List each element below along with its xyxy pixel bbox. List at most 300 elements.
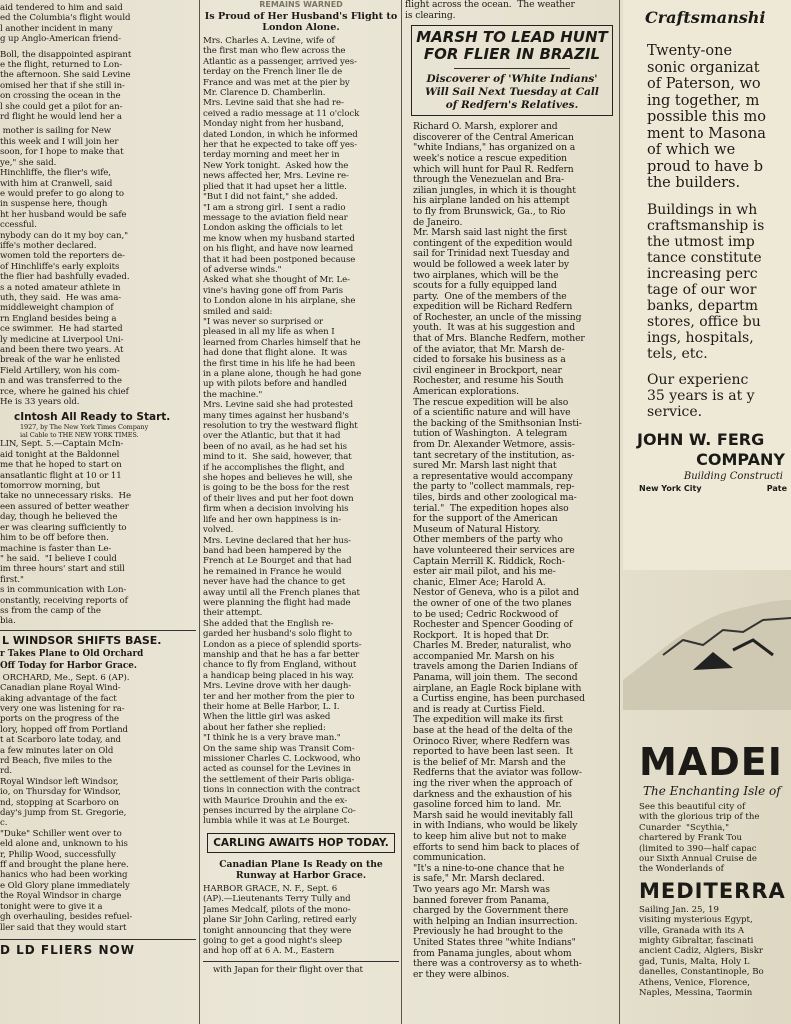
ad1-lines (623, 43, 791, 192)
ad-line: service. (647, 403, 703, 420)
text-line: in suspense here, though (0, 199, 108, 210)
text-line: machine is faster than Le- (0, 543, 112, 554)
text-line: manship and that he has a far better (203, 649, 360, 660)
text-line: "It's a nine-to-one chance that he (413, 862, 565, 874)
text-line: Canadian plane Royal Wind- (0, 683, 121, 694)
carling-sub-1: Canadian Plane Is Ready on the (219, 858, 383, 870)
text-line: hanics who had been working (0, 870, 128, 881)
c2-head-2: London Alone. (262, 22, 340, 33)
text-line: about her father she replied: (203, 722, 326, 733)
ad-line: gad, Tunis, Malta, Holy L (639, 956, 750, 967)
text-line: Asked what she thought of Mr. Le- (203, 275, 350, 286)
text-line: week's notice a rescue expedition (413, 152, 567, 164)
text-line: Mrs. Charles A. Levine, wife of (203, 36, 335, 46)
ad-line: Cunarder "Scythia," (639, 822, 730, 833)
text-line: Mrs. Levine said that she had re- (203, 98, 344, 109)
text-line: lumbia while it was at Le Bourget. (203, 816, 350, 827)
text-line: "I was never so surprised or (203, 316, 324, 327)
text-line: plane Sir John Carling, retired early (203, 915, 357, 926)
text-line: the settlement of their Paris obliga- (203, 774, 355, 785)
text-line: communication. (413, 852, 487, 864)
c2-head-1: Is Proud of Her Husband's Flight to (204, 11, 398, 22)
text-line: Redferns that the aviator was follow- (413, 767, 582, 779)
text-line: very one was listening for ra- (0, 703, 125, 714)
text-line: "Duke" Schiller went over to (0, 828, 122, 839)
text-line: through the Venezuelan and Bra- (413, 174, 564, 186)
text-line: tant secretary of the institution, as- (413, 449, 575, 461)
ad-line: sonic organizat (647, 59, 760, 76)
text-line: garded her husband's solo flight to (203, 629, 352, 640)
cable-line: ial Cable to THE NEW YORK TIMES. (20, 431, 139, 440)
text-line: London asking the officials to let (203, 223, 343, 234)
text-line: ht her husband would be safe (0, 209, 127, 220)
text-line: band had been hampered by the (203, 545, 342, 556)
text-line: airplane, an Eagle Rock biplane with (413, 682, 582, 694)
text-line: French at Le Bourget and that had (203, 556, 352, 567)
text-line: two airplanes, which will be the (413, 269, 559, 281)
text-line: rd. (0, 766, 13, 777)
ad-line: increasing perc (647, 265, 758, 282)
text-line: the afternoon. She said Levine (0, 70, 131, 81)
text-line: ccessful. (0, 220, 37, 231)
text-line: women told the reporters de- (0, 251, 125, 262)
text-line: dated London, in which he informed (203, 129, 358, 140)
marsh-head-2: FOR FLIER IN BRAZIL (423, 45, 601, 64)
text-line: middleweight champion of (0, 303, 114, 314)
text-line: Orinoco River, where Redfern was (413, 735, 570, 747)
ad-line: chartered by Frank Tou (639, 833, 743, 844)
text-line: io, on Thursday for Windsor, (0, 787, 121, 798)
text-line: James Medcalf, pilots of the mono- (203, 904, 351, 915)
text-line: darkness and the exhaustion of his (413, 788, 572, 800)
text-line: e the flight, returned to Lon- (0, 60, 123, 71)
text-line: the owner of one of the two planes (413, 597, 572, 609)
marsh-head-1: MARSH TO LEAD HUNT (416, 28, 608, 47)
text-line: the backing of the Smithsonian Insti- (413, 417, 582, 429)
text-line: of Rochester, an uncle of the missing (413, 311, 582, 323)
text-line: rn England besides being a (0, 313, 117, 324)
c3-top-1: flight across the ocean. The weather (405, 0, 575, 10)
text-line: over the Atlantic, but that it had (203, 431, 341, 442)
text-line: sail for Trinidad next Tuesday and (413, 248, 570, 260)
text-line: from Panama jungles, about whom (413, 947, 572, 959)
ad-line: 35 years is at y (647, 387, 755, 404)
text-line: and hop off at 6 A. M., Eastern (203, 946, 335, 957)
ad2-med: MEDITERRA (639, 878, 786, 903)
text-line: c. (0, 818, 8, 829)
windsor-sub-b: Off Today for Harbor Grace. (0, 660, 137, 671)
text-line: party. One of the members of the (413, 290, 567, 302)
text-line: ter and her mother from the pier to (203, 691, 355, 702)
ad1-firm-1: JOHN W. FERG (637, 429, 765, 449)
text-line: plied that it had upset her a little. (203, 181, 347, 192)
text-line: American explorations. (413, 386, 519, 398)
text-line: ye," she said. (0, 157, 57, 168)
text-line: Mr. Clarence D. Chamberlin. (203, 88, 326, 99)
ad1-title: Craftsmanshi (645, 8, 766, 27)
ad-line: Naples, Messina, Taormin (639, 988, 753, 999)
text-line: He is 33 years old. (0, 397, 80, 408)
text-line: bia. (0, 616, 16, 627)
text-line: Field Artillery, won his com- (0, 365, 120, 376)
text-line: travels among the Darien Indians of (413, 661, 578, 673)
text-line: away until all the French planes that (203, 587, 360, 598)
text-line: The rescue expedition will be also (413, 396, 569, 408)
text-line: is safe," Mr. Marsh declared. (413, 873, 545, 885)
text-line: tonight were to give it a (0, 901, 103, 912)
text-line: zilian jungles, in which it is thought (413, 184, 576, 196)
text-line: have volunteered their services are (413, 544, 575, 556)
c2-kicker: REMAINS WARNED (259, 0, 343, 9)
text-line: in with Indians, who would be likely (413, 820, 578, 832)
ad1-firm-2: COMPANY (696, 449, 785, 469)
c1-para5 (0, 439, 196, 626)
ad-line: banks, departm (647, 297, 759, 314)
marsh-deck-2: Will Sail Next Tuesday at Call (425, 86, 599, 99)
column-3 (405, 0, 617, 980)
text-line: iffe's mother declared. (0, 240, 97, 251)
column-rule-1 (199, 0, 200, 1024)
text-line: life and her own happiness is in- (203, 514, 342, 525)
text-line: me know when my husband started (203, 233, 355, 244)
ad-line: mighty Gibraltar, fascinati (639, 936, 754, 947)
text-line: day's jump from St. Gregorie, (0, 808, 127, 819)
text-line: tions in connection with the contract (203, 785, 361, 796)
text-line: Rockport. It is hoped that Dr. (413, 629, 550, 641)
text-line: civil engineer in Brockport, near (413, 364, 562, 376)
ad-line: the utmost imp (647, 233, 755, 250)
text-line: n and was transferred to the (0, 376, 122, 387)
text-line: terday morning and meet her in (203, 150, 340, 161)
ad2-lines (623, 802, 791, 875)
text-line: (AP).—Lieutenants Terry Tully and (203, 894, 351, 905)
text-line: rd flight he would lend her a (0, 112, 122, 123)
text-line: message to the aviation field near (203, 212, 348, 223)
text-line: onstantly, receiving reports of (0, 595, 128, 606)
text-line: banned forever from Panama, (413, 894, 550, 906)
text-line: United States three "white Indians" (413, 936, 576, 948)
column-rule-3 (619, 0, 620, 1024)
text-line: "I am a strong girl. I sent a radio (203, 202, 346, 213)
c2-para2 (203, 884, 399, 957)
text-line: Atlantic as a passenger, arrived yes- (203, 56, 357, 67)
text-line: with Maurice Drouhin and the ex- (203, 795, 348, 806)
text-line: Captain Merrill K. Riddick, Roch- (413, 555, 565, 567)
ad-line: the Wonderlands of (639, 864, 724, 875)
text-line: news affected her, Mrs. Levine re- (203, 171, 349, 182)
text-line: their home at Belle Harbor, L. I. (203, 702, 340, 712)
ad-line: ment to Masona (647, 125, 766, 142)
text-line: he remained in France he would (203, 566, 342, 577)
text-line: learned from Charles himself that he (203, 337, 361, 348)
text-line: When the little girl was asked (203, 712, 331, 723)
text-line: terday on the French liner Ile de (203, 67, 343, 78)
text-line: tomorrow morning, but (0, 481, 101, 492)
text-line: gh overhauling, besides refuel- (0, 912, 133, 923)
text-line: cided to forsake his business as a (413, 354, 566, 366)
text-line: rce, where he gained his chief (0, 386, 129, 397)
c1-para3 (0, 126, 196, 168)
text-line: "But I did not faint," she added. (203, 192, 338, 203)
text-line: missioner Charles C. Lockwood, who (203, 754, 361, 765)
text-line: and been there two years. At (0, 345, 124, 355)
text-line: soon, for I hope to make that (0, 147, 124, 158)
text-line: the flier had bashfully evaded. (0, 272, 130, 283)
text-line: pleased in all my life as when I (203, 327, 335, 338)
ad1-pat: Pate (766, 483, 787, 493)
text-line: Mr. Marsh said last night the first (413, 227, 568, 239)
ad-line: craftsmanship is (647, 217, 765, 234)
text-line: Mrs. Levine drove with her daugh- (203, 681, 352, 692)
text-line: nd, stopping at Scarboro on (0, 797, 119, 808)
text-line: first." (0, 574, 24, 585)
text-line: would be followed a week later by (413, 258, 569, 270)
text-line: nybody can do it my boy can," (0, 230, 128, 241)
text-line: never have had the chance to get (203, 577, 346, 588)
text-line: Marsh said he would inevitably fall (413, 809, 573, 821)
marsh-deck-3: of Redfern's Relatives. (445, 99, 579, 112)
text-line: de Janeiro. (413, 216, 463, 228)
text-line: of adverse winds." (203, 264, 282, 275)
text-line: She added that the English re- (203, 618, 334, 629)
text-line: chanic, Elmer Ace; Harold A. (413, 576, 546, 588)
ad1-bottom-line (623, 482, 791, 493)
text-line: me that he hoped to start on (0, 460, 122, 471)
text-line: lory, hopped off from Portland (0, 724, 128, 735)
text-line: charged by the Government there (413, 905, 569, 917)
text-line: expedition will be Richard Redfern (413, 301, 573, 313)
text-line: efforts to send him back to places of (413, 841, 579, 853)
ad-line: tage of our wor (647, 281, 757, 298)
text-line: "I think he is a very brave man." (203, 733, 341, 744)
text-line: she hopes and believes he will, she (203, 473, 353, 484)
text-line: Previously he had brought to the (413, 926, 563, 938)
text-line: the first man who flew across the (203, 46, 346, 57)
text-line: of a scientific nature and will have (413, 407, 571, 419)
ad-line: ancient Cadiz, Algiers, Biskr (639, 946, 764, 957)
text-line: Other members of the party who (413, 534, 563, 546)
column-rule-2 (401, 0, 402, 1024)
carling-headline: CARLING AWAITS HOP TODAY. (213, 836, 389, 849)
text-line: were planning the flight had made (203, 597, 351, 608)
text-line: Royal Windsor left Windsor, (0, 776, 119, 787)
text-line: accompanied Mr. Marsh on his (413, 650, 555, 662)
text-line: Boll, the disappointed aspirant (0, 49, 132, 60)
c1-para1 (0, 3, 196, 45)
windsor-headline: L WINDSOR SHIFTS BASE. (2, 633, 162, 647)
text-line: tiles, birds and other zoological ma- (413, 491, 577, 503)
text-line: smiled and said: (203, 306, 273, 317)
text-line: omised her that if she still in- (0, 80, 125, 91)
text-line: firm when a decision involving his (203, 504, 349, 515)
text-line: in a plane alone, though he had gone (203, 369, 362, 379)
windsor-sub-a: r Takes Plane to Old Orchard (0, 648, 144, 659)
c3-top-2: is clearing. (405, 9, 456, 21)
text-line: Mrs. Levine declared that her hus- (203, 535, 351, 546)
text-line: penses incurred by the airplane Co- (203, 806, 356, 817)
text-line: gasoline forced him to land. Mr. (413, 799, 562, 811)
madeira-ad (623, 740, 791, 1024)
text-line: there was a controversy as to wheth- (413, 958, 582, 970)
text-line: to fly from Brunswick, Ga., to Rio (413, 205, 566, 217)
text-line: ed the Columbia's flight would (0, 13, 131, 24)
c1-para4 (0, 168, 196, 407)
text-line: volved. (203, 525, 234, 536)
text-line: the party to "collect mammals, rep- (413, 481, 575, 493)
text-line: ansatlantic flight at 10 or 11 (0, 470, 122, 481)
text-line: "white Indians," has organized on a (413, 142, 576, 154)
ad-line: visiting mysterious Egypt, (639, 915, 753, 926)
ad-line: danelles, Constantinople, Bo (639, 967, 764, 978)
island-hill (623, 600, 791, 710)
text-line: ce swimmer. He had started (0, 324, 123, 335)
text-line: on crossing the ocean in the (0, 91, 121, 102)
ad-line: (limited to 390—half capac (639, 843, 757, 854)
text-line: the Royal Windsor in charge (0, 891, 122, 902)
ad-line: tels, etc. (647, 345, 708, 362)
ad-line: tance constitute (647, 249, 762, 266)
ad-line: ing together, m (647, 92, 760, 109)
text-line: ester air mail pilot, and his me- (413, 566, 556, 578)
column-1 (0, 0, 196, 957)
text-line: LIN, Sept. 5.—Captain McIn- (0, 439, 124, 450)
ad1-lines3 (623, 372, 791, 420)
text-line: been of no avail, as he had set his (203, 441, 347, 452)
text-line: contingent of the expedition would (413, 237, 573, 249)
text-line: her that he expected to take off yes- (203, 140, 357, 151)
text-line: base at the head of the delta of the (413, 725, 573, 737)
text-line: resolution to try the westward flight (203, 421, 358, 432)
text-line: this week and I will join her (0, 136, 119, 147)
text-line: Rochester, and resume his South (413, 375, 564, 387)
text-line: eld alone and, unknown to his (0, 839, 128, 850)
island-illustration (623, 560, 791, 710)
ad-line: See this beautiful city of (639, 802, 746, 812)
text-line: of their lives and put her foot down (203, 493, 354, 504)
text-line: terial." The expedition hopes also (413, 502, 569, 514)
text-line: sured Mr. Marsh last night that (413, 460, 557, 472)
text-line: mind to it. She said, however, that (203, 452, 352, 463)
text-line: Mrs. Levine said she had protested (203, 400, 354, 411)
text-line: for the support of the American (413, 513, 558, 525)
ad-line: the builders. (647, 175, 741, 191)
column-2 (203, 0, 399, 975)
text-line: going to get a good night's sleep (203, 935, 343, 946)
text-line: Rochester and Spencer Gooding of (413, 619, 573, 631)
text-line: that it had been postponed because (203, 254, 356, 265)
ad-line: with the glorious trip of the (639, 812, 760, 823)
c2-bottom: with Japan for their flight over that (213, 964, 363, 975)
text-line: to London alone in his airplane, she (203, 296, 356, 307)
c1-para2 (0, 50, 196, 123)
text-line: acted as counsel for the Levines in (203, 764, 351, 775)
craftsmanship-ad (623, 0, 791, 570)
text-line: that of Mrs. Blanche Redfern, mother (413, 333, 585, 345)
text-line: New York tonight. Asked how the (203, 160, 349, 171)
text-line: mother is sailing for New (0, 126, 111, 137)
text-line: " he said. "I believe I could (0, 553, 117, 564)
ad1-firm-tag: Building Constructi (683, 470, 783, 482)
text-line: the machine." (203, 389, 263, 400)
text-line: had done that flight alone. It was (203, 348, 347, 359)
text-line: een assured of better weather (0, 501, 129, 512)
carling-sub-2: Runway at Harbor Grace. (235, 869, 367, 881)
text-line: Hinchliffe, the flier's wife, (0, 168, 111, 179)
text-line: Richard O. Marsh, explorer and (413, 121, 558, 133)
mcintosh-headline: cIntosh All Ready to Start. (14, 411, 171, 424)
text-line: l she could get a pilot for an- (0, 101, 123, 112)
text-line: aking advantage of the fact (0, 693, 117, 704)
text-line: youth. It was at his suggestion and (413, 322, 576, 334)
text-line: uth, they said. He was ama- (0, 292, 122, 303)
text-line: e would prefer to go along to (0, 188, 124, 199)
ad-line: our Sixth Annual Cruise de (639, 854, 757, 865)
ad-line: ings, hospitals, (647, 329, 754, 346)
text-line: chance to fly from England, without (203, 660, 357, 671)
text-line: s a noted amateur athlete in (0, 282, 121, 293)
text-line: r, Philip Wood, successfully (0, 849, 116, 860)
text-line: day, though he believed the (0, 512, 118, 523)
text-line: a representative would accompany (413, 470, 573, 482)
ad-line: Buildings in wh (647, 201, 758, 218)
ad-line: of Paterson, wo (647, 76, 761, 92)
ad2-lines2 (623, 905, 791, 999)
text-line: Museum of Natural History. (413, 523, 541, 535)
text-line: a handicap being placed in his way. (203, 670, 354, 681)
text-line: ff and brought the plane here. (0, 860, 129, 871)
text-line: London as a piece of splendid sports- (203, 639, 362, 650)
text-line: ss from the camp of the (0, 605, 101, 616)
text-line: the first time in his life he had been (203, 358, 356, 369)
text-line: of Hinchliffe's early exploits (0, 261, 120, 272)
ad-line: Sailing Jan. 25, 19 (639, 904, 719, 915)
text-line: ller said that they would start (0, 922, 127, 933)
text-line: ceived a radio message at 11 o'clock (203, 108, 360, 119)
text-line: take no unnecessary risks. He (0, 491, 131, 502)
text-line: aid tendered to him and said (0, 3, 123, 13)
text-line: ports on the progress of the (0, 714, 120, 725)
text-line: France and was met at the pier by (203, 77, 350, 88)
copyright-line: 1927, by The New York Times Company (20, 423, 149, 432)
text-line: HARBOR GRACE, N. F., Sept. 6 (203, 883, 338, 894)
marsh-headline-box (411, 25, 613, 116)
c3-body (405, 122, 617, 980)
text-line: tution of Washington. A telegram (413, 428, 568, 440)
ad-line: of which we (647, 142, 736, 158)
c1-bottom-headline: D LD FLIERS NOW (0, 942, 135, 957)
text-line: tonight announcing that they were (203, 925, 352, 936)
text-line: reported to have been last seen. It (413, 746, 573, 758)
text-line: if he accomplishes the flight, and (203, 462, 345, 473)
text-line: er was clearing sufficiently to (0, 522, 127, 533)
text-line: Nestor of Geneva, who is a pilot and (413, 587, 580, 599)
text-line: g up Anglo-American friend- (0, 34, 121, 45)
carling-box (207, 833, 395, 853)
text-line: break of the war he enlisted (0, 355, 121, 366)
text-line: t at Scarboro late today, and (0, 735, 121, 746)
text-line: Panama, will join them. The second (413, 672, 578, 684)
text-line: from Dr. Alexander Wetmore, assis- (413, 439, 575, 450)
text-line: Two years ago Mr. Marsh was (413, 883, 550, 895)
text-line: im three hours' start and still (0, 564, 125, 575)
ad-line: Our experienc (647, 371, 749, 388)
ad2-tag: The Enchanting Isle of (643, 784, 781, 798)
ad2-big: MADEI (639, 740, 783, 784)
text-line: to be used; Cedric Rockwood of (413, 608, 558, 620)
ad-line: stores, office bu (647, 313, 761, 330)
text-line: scouts for a fully equipped land (413, 280, 557, 292)
c2-para1 (203, 36, 399, 827)
